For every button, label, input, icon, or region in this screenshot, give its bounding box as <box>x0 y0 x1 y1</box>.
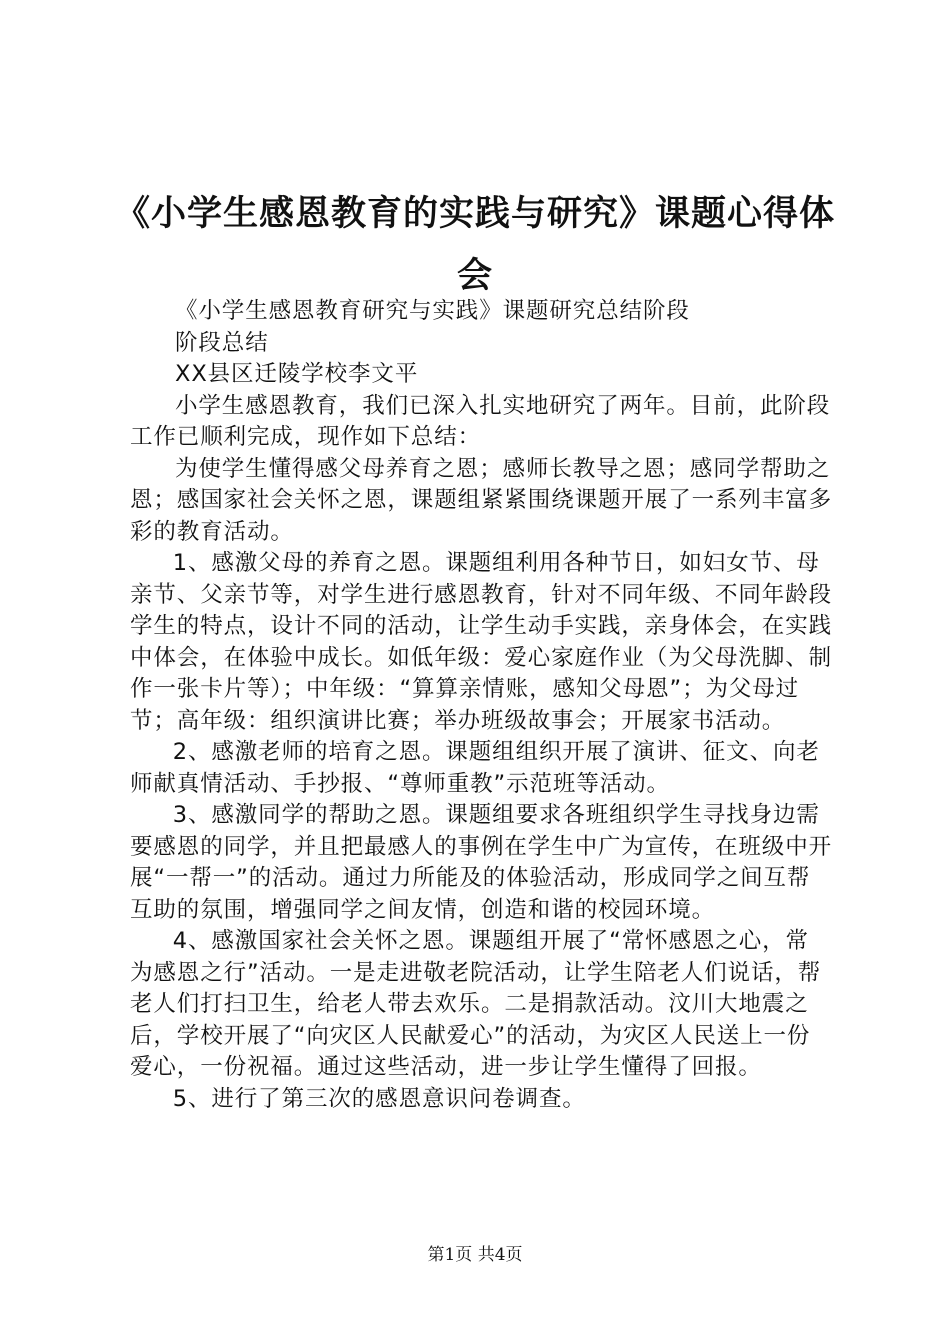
item-3-paragraph: 3、感激同学的帮助之恩。课题组要求各班组织学生寻找身边需要感恩的同学，并且把最感人的事例在学生中广为宣传，在班级中开展“一帮一”的活动。通过力所能及的体验活动，形成同学之间互帮互助的氛围，增强同学之间友情，创造和谐的校园环境。 <box>130 802 833 923</box>
item-5-paragraph: 5、进行了第三次的感恩意识问卷调查。 <box>172 1085 586 1112</box>
author-line: XX县区迁陵学校李文平 <box>175 361 419 387</box>
document-title: 《小学生感恩教育的实践与研究》课题心得体会 <box>114 193 835 296</box>
purpose-paragraph: 为使学生懂得感父母养育之恩；感师长教导之恩；感同学帮助之恩；感国家社会关怀之恩，课题组紧紧围绕课题开展了一系列丰富多彩的教育活动。 <box>130 455 833 545</box>
page-footer: 第1页 共4页 <box>427 1245 523 1265</box>
subtitle-line: 《小学生感恩教育研究与实践》课题研究总结阶段 <box>175 298 690 324</box>
document-body <box>130 296 832 1115</box>
item-2-paragraph: 2、感激老师的培育之恩。课题组组织开展了演讲、征文、向老师献真情活动、手抄报、“尊师重教”示范班等活动。 <box>130 739 820 797</box>
stage-summary-line: 阶段总结 <box>175 329 269 356</box>
intro-paragraph: 小学生感恩教育，我们已深入扎实地研究了两年。目前，此阶段工作已顺利完成，现作如下总结： <box>130 392 831 450</box>
item-4-paragraph: 4、感激国家社会关怀之恩。课题组开展了“常怀感恩之心，常为感恩之行”活动。一是走进敬老院活动，让学生陪老人们说话，帮老人们打扫卫生，给老人带去欢乐。二是捐款活动。汶川大地震之后，学校开展了“向灾区人民献爱心”的活动，为灾区人民送上一份爱心，一份祝福。通过这些活动，进一步让学生懂得了回报。 <box>130 928 822 1080</box>
item-1-paragraph: 1、感激父母的养育之恩。课题组利用各种节日，如妇女节、母亲节、父亲节等，对学生进行感恩教育，针对不同年级、不同年龄段学生的特点，设计不同的活动，让学生动手实践，亲身体会，在实践中体会，在体验中成长。如低年级：爱心家庭作业（为父母洗脚、制作一张卡片等）；中年级：“算算亲情账，感知父母恩”；为父母过节；高年级：组织演讲比赛；举办班级故事会；开展家书活动。 <box>130 550 833 734</box>
